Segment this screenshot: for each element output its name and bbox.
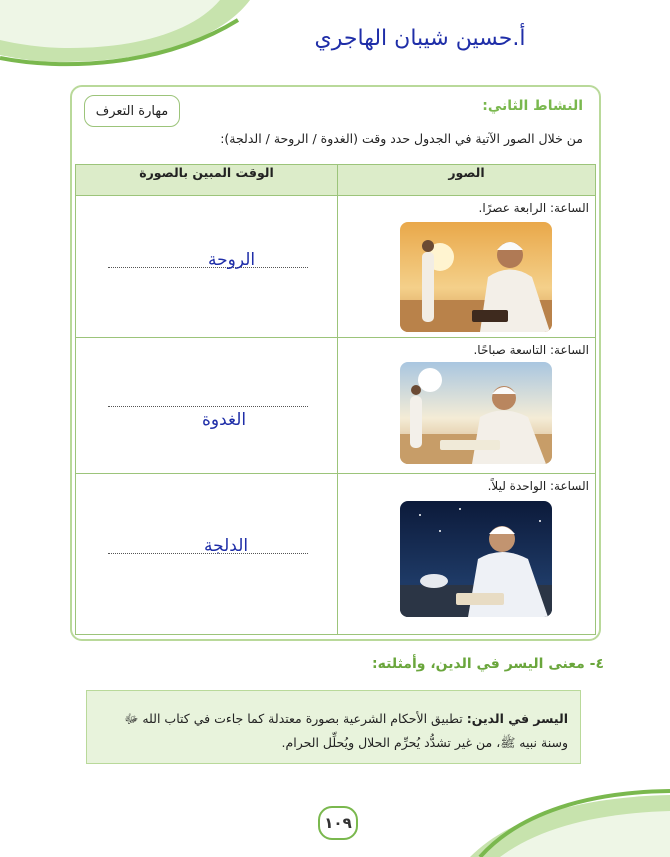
image-cell <box>338 196 596 338</box>
answer-cell <box>76 196 338 338</box>
morning-photo <box>400 362 552 464</box>
answer-text: الروحة <box>208 250 256 270</box>
definition-text: تطبيق الأحكام الشرعية بصورة معتدلة كما جاءت في كتاب الله ﷻ وسنة نبيه ﷺ، من غير تشدُّد يُحرِّم الحلال ويُحلِّل الحرام. <box>124 711 568 750</box>
answer-cell <box>76 338 338 474</box>
page-number: ١٠٩ <box>318 806 358 840</box>
answer-cell <box>76 474 338 635</box>
activity-table <box>75 164 596 635</box>
activity-instruction: من خلال الصور الآتية في الجدول حدد وقت (الغدوة / الروحة / الدلجة): <box>220 131 583 146</box>
answer-text: الغدوة <box>202 410 247 430</box>
dotted-line <box>108 406 308 407</box>
skill-tag: مهارة التعرف <box>84 95 180 127</box>
table-row <box>76 338 596 474</box>
header-time: الوقت المبين بالصورة <box>76 165 338 196</box>
table-header-row <box>76 165 596 196</box>
definition-term: اليسر في الدين: <box>466 711 568 726</box>
section-heading: ٤- معنى اليسر في الدين، وأمثلته: <box>372 656 604 672</box>
header-images: الصور <box>338 165 596 196</box>
bottom-right-decoration <box>470 787 670 857</box>
image-cell <box>338 474 596 635</box>
table-row <box>76 474 596 635</box>
image-caption: الساعة: الواحدة ليلاً. <box>487 479 589 493</box>
top-left-decoration <box>0 0 250 80</box>
image-caption: الساعة: الرابعة عصرًا. <box>478 201 589 215</box>
night-photo <box>400 501 552 617</box>
table-row <box>76 196 596 338</box>
definition-box <box>86 690 581 764</box>
activity-box <box>70 85 601 641</box>
answer-text: الدلجة <box>204 536 249 556</box>
activity-title: النشاط الثاني: <box>482 98 583 114</box>
image-cell <box>338 338 596 474</box>
sunset-photo <box>400 222 552 332</box>
image-caption: الساعة: التاسعة صباحًا. <box>473 343 589 357</box>
author-name: أ.حسين شيبان الهاجري <box>314 26 526 51</box>
